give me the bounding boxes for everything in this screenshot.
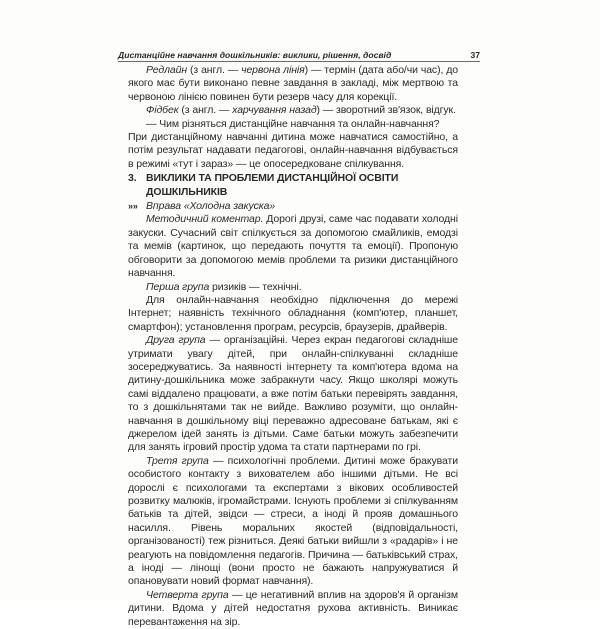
- group-2-paragraph: [128, 334, 458, 455]
- definition-deadline-text-1: (з англ. —: [187, 64, 242, 76]
- page-body: [128, 64, 458, 629]
- method-comment-paragraph: [128, 213, 458, 280]
- double-arrow-icon: »»: [128, 201, 138, 212]
- term-deadline: Редлайн: [146, 64, 188, 76]
- feedback-gloss: харчування назад: [232, 104, 317, 117]
- section-title: ВИКЛИКИ ТА ПРОБЛЕМИ ДИСТАНЦІЙНОЇ ОСВІТИ ДОШКІЛЬНИКІВ: [146, 172, 399, 198]
- group-1-text: ризиків — технічні.: [209, 280, 302, 293]
- deadline-gloss: червона лінія: [241, 64, 305, 76]
- group-1-details: Для онлайн-навчання необхідно підключення до мережі Інтернет; наявність технічного обладнання (комп'ютер, планшет, смартфон); установлення програм, ресурсів, браузерів, драйверів.: [128, 293, 458, 333]
- definition-feedback-text-1: (з англ. —: [178, 104, 233, 117]
- group-3-label: Третя група: [146, 454, 209, 467]
- group-2-label: Друга група: [146, 334, 206, 347]
- group-2-text: — організаційні. Через екран педагогові складніше утримати увагу дітей, при онлайн-спілкуванні складніше зосереджуватись. За наявності інтернету та комп'ютера вдома на дитину-дошкільника може забракнути часу. Якщо школярі можуть самі віддалено працювати, а вже потім батьки перевірять завдання, то з дошкільнятами так не вийде. Важливо розуміти, що онлайн-навчання в дошкільному віці переважно адресоване батькам, які є джерелом ідей занять із дітьми. Саме батьки можуть забезпечити для занять ігровий простір удома та стати партнерами по грі.: [128, 334, 458, 454]
- section-heading: [128, 172, 458, 199]
- exercise-heading: [128, 200, 458, 213]
- method-comment-text: Дорогі друзі, саме час подавати холодні закуски. Сучасний світ спілкується за допомогою смайликів, емодзі та мемів (картинок, що передають почуття та емоції). Пропоную обговорити за допомогою мемів проблеми та ризики дистанційного навчання.: [128, 213, 458, 280]
- group-1-paragraph: [128, 281, 458, 294]
- question-paragraph: — Чим різняться дистанційне навчання та онлайн-навчання?: [146, 117, 440, 130]
- definition-feedback: [128, 104, 458, 117]
- group-4-text: — це негативний вплив на здоров'я й організм дитини. Вдома у дітей недостатня рухова активність. Виникає перевантаження на зір.: [128, 588, 458, 628]
- answer-paragraph: При дистанційному навчанні дитина може навчатися самостійно, а потім результат надавати педагогові, онлайн-навчання відбувається в режимі «тут і зараз» — це опосередковане спілкування.: [128, 131, 458, 170]
- group-4-paragraph: [128, 589, 458, 629]
- method-comment-label: Методичний коментар.: [146, 213, 264, 226]
- group-4-label: Четверта група: [146, 588, 229, 601]
- group-3-paragraph: [128, 455, 458, 589]
- term-feedback: Фідбек: [146, 104, 179, 117]
- definition-deadline-text-2: ) — термін (дата або/чи час), до якого має бути виконано певне завдання в закладі, між мертвою та червоною лінією повинен бути резерв часу для корекції.: [128, 64, 458, 103]
- definition-deadline: [128, 64, 458, 104]
- section-number: 3.: [128, 172, 137, 185]
- page-number: 37: [470, 50, 480, 60]
- running-header-title: Дистанційне навчання дошкільників: виклики, рішення, досвід: [118, 50, 392, 60]
- running-header: [118, 45, 480, 62]
- definition-feedback-text-2: ) — зворотний зв'язок, відгук.: [316, 104, 456, 117]
- group-3-text: — психологічні проблеми. Дитині може бракувати особистого контакту з вихователем або іншими дітьми. Не всі дорослі є психологами та експертами з вікових особливостей розвитку малюків, ігромайстрами. Існують проблеми зі спілкуванням батьків та дітей, звідси — стреси, а іноді й прояв домашнього насилля. Рівень моральних якостей (відповідальності, організованості) теж різниться. Деякі батьки вийшли з «радарів» і не реагують на повідомлення педагогів. Причина — батьківський страх, а іноді — лінощі (вони просто не бажають напружуватися й опановувати новий формат навчання).: [128, 454, 458, 588]
- exercise-label: Вправа «Холодна закуска»: [146, 200, 276, 213]
- group-1-label: Перша група: [146, 280, 210, 293]
